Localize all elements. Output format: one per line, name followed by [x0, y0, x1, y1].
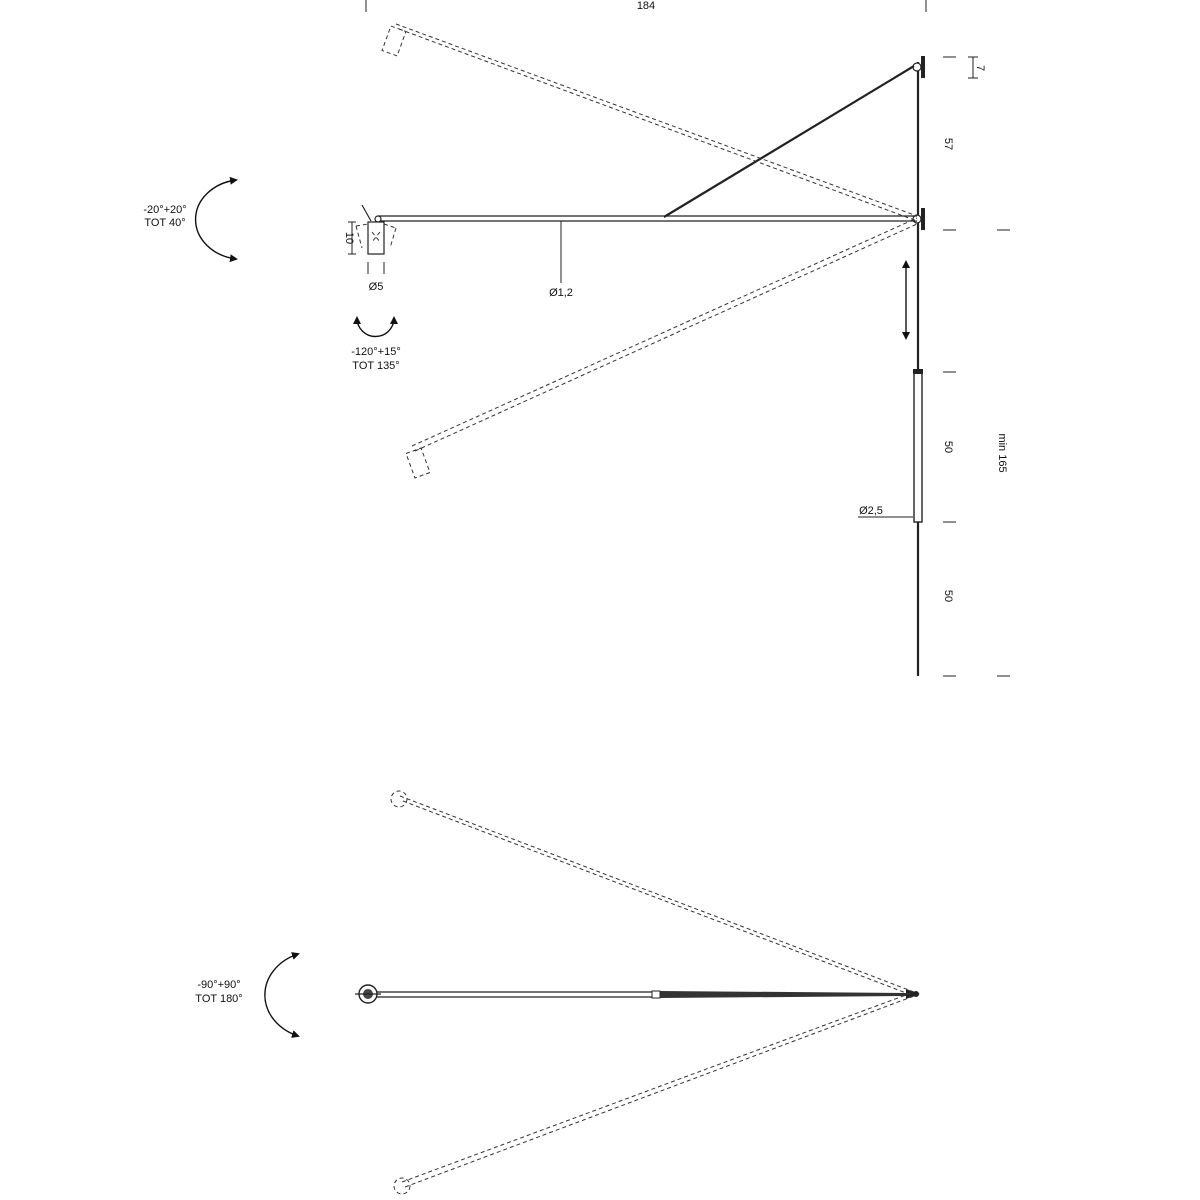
- side-elevation-view: [143, 0, 1010, 676]
- shade-height-dimension: [343, 222, 356, 254]
- tilt-range-label: -20°+20°: [143, 204, 187, 216]
- total-height-label: min 165: [996, 433, 1008, 473]
- swing-total-label: TOT 180°: [195, 993, 243, 1005]
- shade-total-label: TOT 135°: [352, 360, 400, 372]
- swing-arm-lower-ghost: [394, 992, 914, 1194]
- shade-diameter-dimension: [368, 262, 384, 293]
- arm-plan-tapered: [660, 991, 912, 998]
- shade-diameter-label: Ø5: [368, 281, 384, 293]
- top-plan-view: [195, 791, 920, 1194]
- shade-head-plan: [355, 985, 381, 1003]
- lower-rod-label: 50: [942, 589, 954, 603]
- swing-rotation-arrow: [265, 954, 298, 1036]
- rod-diameter-label: Ø2,5: [859, 505, 883, 517]
- wall-rod: [913, 62, 923, 676]
- width-dimension: [366, 0, 926, 12]
- tilted-arm-upper-ghost: [382, 24, 917, 221]
- lamp-shade: [356, 205, 396, 254]
- width-label: 184: [636, 0, 656, 12]
- tilt-rotation-arrow: [196, 180, 236, 259]
- top-gap-label: 7: [974, 64, 986, 72]
- arm-diameter-label: Ø1,2: [549, 287, 573, 299]
- swing-arm-upper-ghost: [391, 791, 914, 996]
- tilted-arm-lower-ghost: [406, 218, 917, 478]
- swing-range-label: -90°+90°: [197, 979, 241, 991]
- horizontal-arm: [378, 216, 917, 283]
- arm-height-label: 57: [942, 137, 954, 151]
- rod-sleeve: [914, 372, 922, 522]
- shade-rotation-arrow: [357, 318, 394, 337]
- shade-range-label: -120°+15°: [351, 346, 401, 358]
- tilt-total-label: TOT 40°: [144, 217, 186, 229]
- shade-height-label: 10: [343, 231, 355, 245]
- upper-rod-label: 50: [942, 440, 954, 454]
